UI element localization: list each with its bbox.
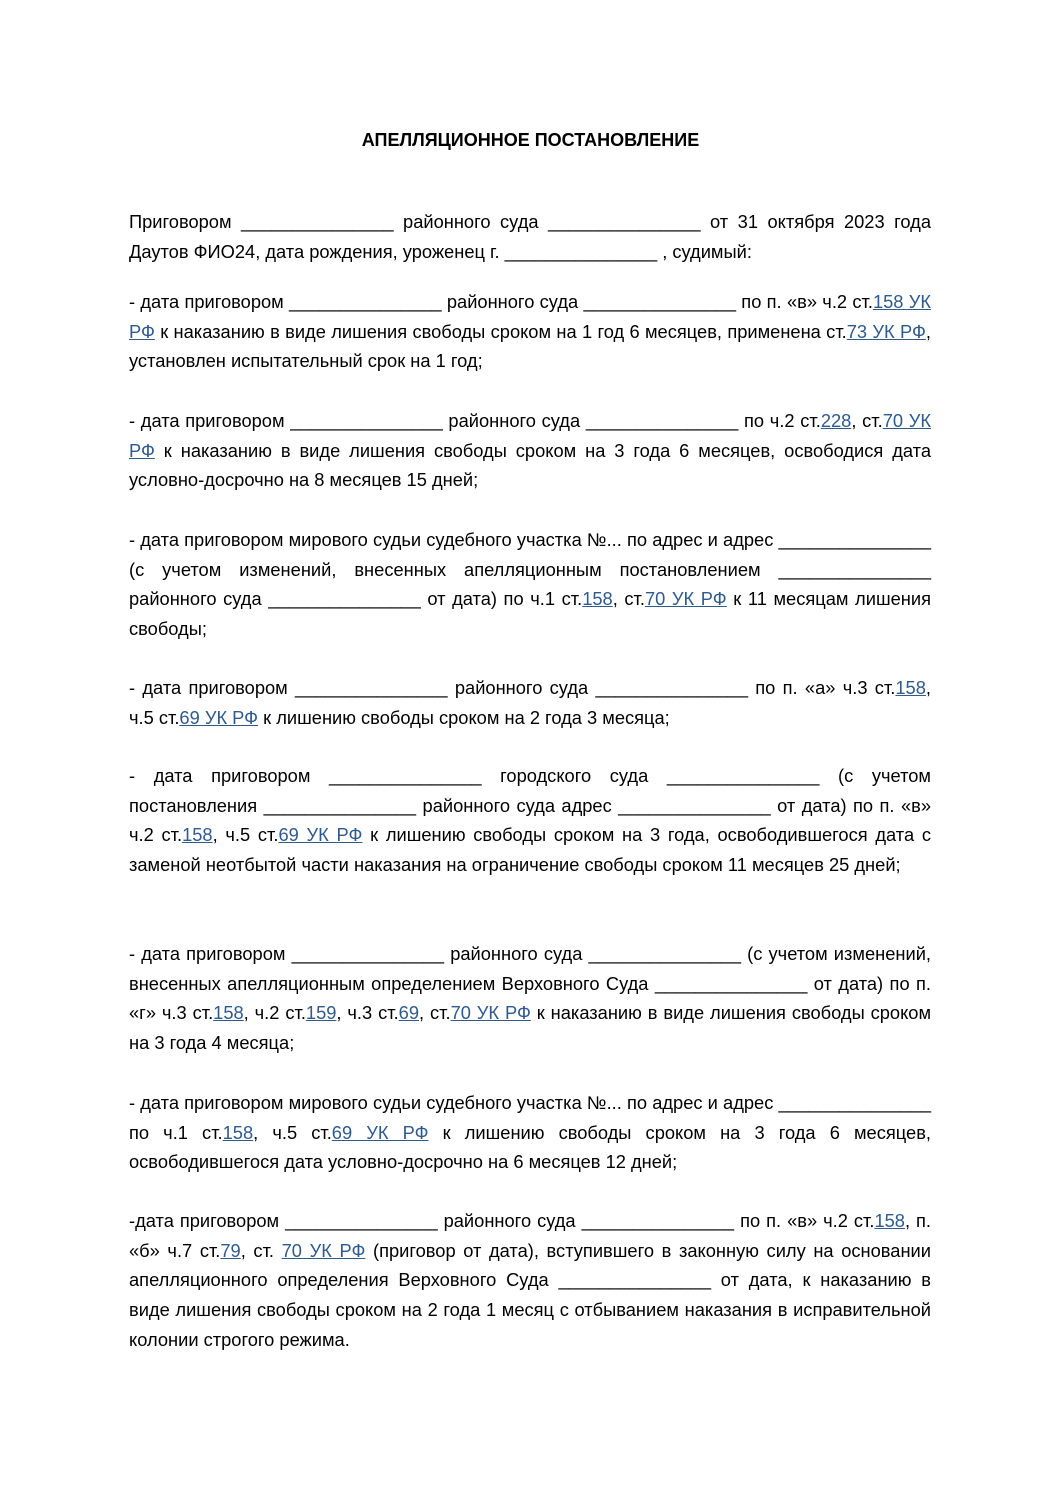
statute-link[interactable]: 158 УК РФ [129, 291, 932, 342]
paragraph-text: к наказанию в виде лишения свободы сроком на 3 года 6 месяцев, освободися дата условно-досрочно на 8 месяцев 15 дней; [129, 439, 931, 491]
paragraph-text: , ст. [851, 410, 883, 431]
paragraph-text: , ч.5 ст. [129, 677, 931, 728]
paragraph-2 [129, 287, 931, 376]
statute-link[interactable]: 69 [398, 1002, 419, 1024]
paragraph-text: , ст. [419, 1002, 451, 1024]
paragraph-text: , ч.5 ст. [253, 1121, 332, 1143]
paragraph-6 [129, 761, 931, 880]
statute-link[interactable]: 158 [182, 824, 213, 846]
paragraph-text: к лишению свободы сроком на 2 года 3 месяца; [258, 706, 670, 728]
statute-link[interactable]: 70 УК РФ [450, 1002, 531, 1024]
paragraph-text: , ч.5 ст. [212, 824, 279, 846]
paragraph-text: , ст. [240, 1239, 282, 1261]
statute-link[interactable]: 70 УК РФ [281, 1239, 366, 1261]
statute-link[interactable]: 73 УК РФ [846, 320, 926, 342]
paragraph-3 [129, 406, 931, 495]
paragraph-text: Приговором _______________ районного суда _______________ от 31 октября 2023 года Даутов ФИО24, дата рождения, уроженец г. _______________ , судимый: [129, 211, 931, 262]
paragraph-5 [129, 673, 931, 732]
paragraph-8 [129, 1088, 931, 1177]
paragraph-text: , ч.2 ст. [243, 1002, 306, 1024]
paragraph-text: - дата приговором _______________ районного суда _______________ по п. «в» ч.2 ст. [129, 291, 873, 312]
paragraph-text: - дата приговором мирового судьи судебного участка №... по адрес и адрес _______________ (с учетом изменений, внесенных апелляционным постановлением _______________ районного суда _______________ от дата) по ч.1 ст. [129, 529, 931, 610]
statute-link[interactable]: 158 [222, 1121, 254, 1143]
paragraph-text: (приговор от дата), вступившего в законную силу на основании апелляционного определения Верховного Суда _______________ от дата, к наказанию в виде лишения свободы сроком на 2 года 1 месяц с отбыванием наказания в исправительной колонии строгого режима. [129, 1239, 931, 1350]
paragraph-text: к 11 месяцам лишения свободы; [129, 588, 931, 640]
statute-link[interactable]: 70 УК РФ [644, 588, 727, 610]
statute-link[interactable]: 228 [820, 410, 852, 431]
statute-link[interactable]: 159 [305, 1002, 337, 1024]
statute-link[interactable]: 158 [895, 677, 926, 698]
paragraph-7 [129, 939, 931, 1058]
paragraph-text: - дата приговором _______________ районного суда _______________ по ч.2 ст. [129, 410, 821, 431]
paragraph-text: - дата приговором _______________ районного суда _______________ по п. «а» ч.3 ст. [129, 677, 896, 698]
statute-link[interactable]: 158 [213, 1002, 244, 1024]
paragraph-1 [129, 207, 931, 266]
paragraph-text: -дата приговором _______________ районного суда _______________ по п. «в» ч.2 ст. [129, 1210, 875, 1231]
paragraph-text: , ч.3 ст. [336, 1002, 399, 1024]
paragraph-text: к лишению свободы сроком на 3 года, освободившегося дата с заменой неотбытой части наказания на ограничение свободы сроком 11 месяцев 25 дней; [129, 824, 931, 876]
paragraph-9 [129, 1206, 931, 1355]
statute-link[interactable]: 158 [874, 1210, 905, 1231]
paragraph-4 [129, 525, 931, 644]
paragraph-text: , п. «б» ч.7 ст. [129, 1210, 932, 1261]
paragraph-text: к наказанию в виде лишения свободы сроком на 1 год 6 месяцев, применена ст. [154, 320, 847, 342]
paragraph-text: - дата приговором мирового судьи судебного участка №... по адрес и адрес _______________ по ч.1 ст. [129, 1092, 931, 1143]
paragraph-text: , ст. [612, 588, 645, 610]
paragraph-text: к лишению свободы сроком на 3 года 6 месяцев, освободившегося дата условно-досрочно на 6 месяцев 12 дней; [129, 1121, 931, 1173]
statute-link[interactable]: 70 УК РФ [129, 410, 931, 461]
statute-link[interactable]: 69 УК РФ [331, 1121, 429, 1143]
document-title: АПЕЛЛЯЦИОННОЕ ПОСТАНОВЛЕНИЕ [361, 130, 700, 150]
statute-link[interactable]: 79 [220, 1239, 241, 1261]
statute-link[interactable]: 158 [582, 588, 613, 610]
paragraph-text: к наказанию в виде лишения свободы сроком на 3 года 4 месяца; [129, 1002, 932, 1054]
statute-link[interactable]: 69 УК РФ [278, 824, 363, 846]
paragraph-text: - дата приговором _______________ районного суда _______________ (с учетом изменений, внесенных апелляционным определением Верховного Суда _______________ от дата) по п. «г» ч.3 ст. [129, 943, 931, 1024]
statute-link[interactable]: 69 УК РФ [179, 706, 259, 728]
paragraph-text: - дата приговором _______________ городского суда _______________ (с учетом постановления _______________ районного суда адрес _______________ от дата) по п. «в» ч.2 ст. [129, 765, 931, 846]
paragraph-text: , установлен испытательный срок на 1 год; [129, 320, 931, 372]
